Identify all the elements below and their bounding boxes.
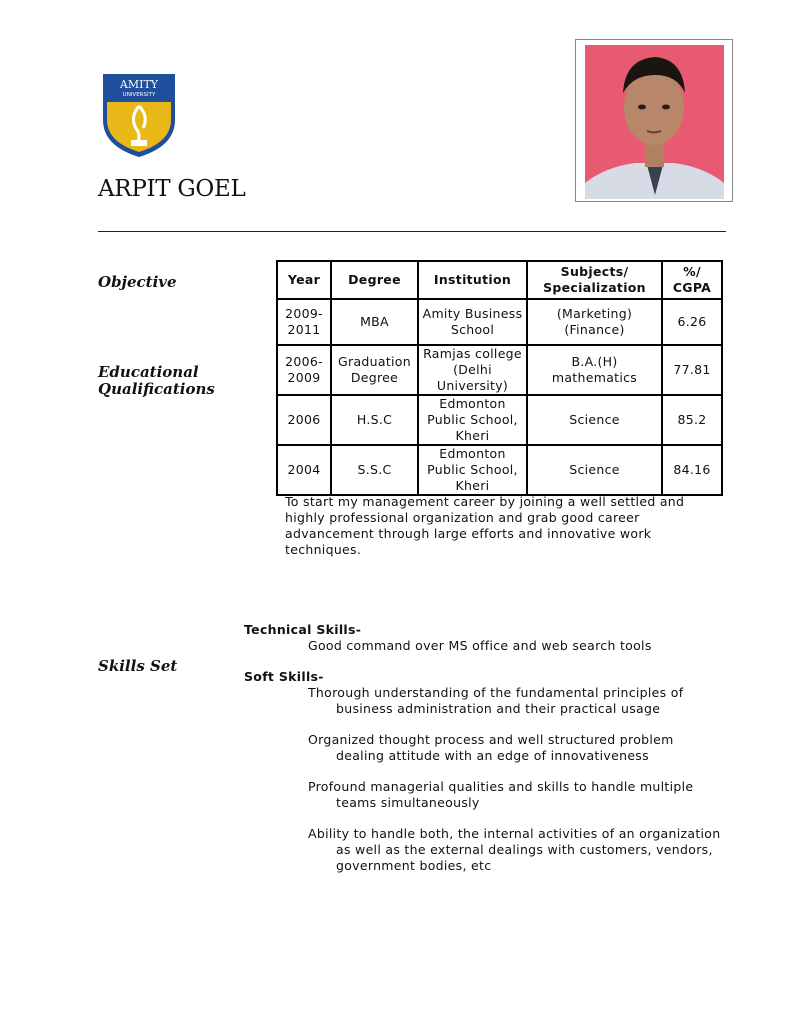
cell-institution: Edmonton Public School, Kheri	[418, 445, 527, 495]
header-score: %/ CGPA	[662, 261, 722, 299]
technical-skill-item: Good command over MS office and web search tools	[308, 638, 652, 653]
cell-degree: Graduation Degree	[331, 345, 418, 395]
cell-institution: Edmonton Public School, Kheri	[418, 395, 527, 445]
profile-photo	[585, 45, 724, 199]
candidate-name: ARPIT GOEL	[98, 176, 246, 202]
cell-year: 2004	[277, 445, 331, 495]
soft-skills-title: Soft Skills-	[244, 669, 324, 684]
soft-skill-item: Thorough understanding of the fundamental principles of business administration and their practical usage	[308, 685, 684, 716]
amity-logo	[101, 72, 177, 158]
cell-subjects: (Marketing) (Finance)	[527, 299, 662, 345]
cell-score: 77.81	[662, 345, 722, 395]
section-heading-education: Educational Qualifications	[98, 363, 215, 398]
cell-degree: S.S.C	[331, 445, 418, 495]
skills-block	[244, 622, 724, 889]
soft-skill-item: Profound managerial qualities and skills to handle multiple teams simultaneously	[308, 779, 694, 810]
logo-line1: AMITY	[119, 78, 159, 91]
section-heading-skills: Skills Set	[98, 657, 178, 675]
soft-skill-item: Ability to handle both, the internal activities of an organization as well as the external dealings with customers, vendors, government bodies, etc	[308, 826, 721, 873]
table-header-row	[277, 261, 722, 299]
header-year: Year	[277, 261, 331, 299]
cell-year: 2006	[277, 395, 331, 445]
cell-year: 2006-2009	[277, 345, 331, 395]
education-table	[276, 260, 723, 496]
table-row	[277, 395, 722, 445]
header-divider	[98, 231, 726, 232]
cell-score: 6.26	[662, 299, 722, 345]
table-row	[277, 445, 722, 495]
header-degree: Degree	[331, 261, 418, 299]
logo-line2: UNIVERSITY	[122, 92, 156, 98]
cell-degree: MBA	[331, 299, 418, 345]
cell-year: 2009-2011	[277, 299, 331, 345]
cell-subjects: B.A.(H) mathematics	[527, 345, 662, 395]
cell-institution: Amity Business School	[418, 299, 527, 345]
header-institution: Institution	[418, 261, 527, 299]
header-subjects: Subjects/ Specialization	[527, 261, 662, 299]
cell-degree: H.S.C	[331, 395, 418, 445]
profile-photo-frame	[575, 39, 733, 202]
technical-skills-title: Technical Skills-	[244, 622, 362, 637]
amity-shield-icon	[101, 72, 177, 158]
table-row	[277, 345, 722, 395]
soft-skill-item: Organized thought process and well structured problem dealing attitude with an edge of innovativeness	[308, 732, 674, 763]
cell-subjects: Science	[527, 395, 662, 445]
section-heading-objective: Objective	[98, 273, 177, 291]
cell-score: 85.2	[662, 395, 722, 445]
cell-institution: Ramjas college (Delhi University)	[418, 345, 527, 395]
objective-text: To start my management career by joining a well settled and highly professional organization and grab good career advancement through large efforts and innovative work techniques.	[285, 494, 685, 557]
cell-score: 84.16	[662, 445, 722, 495]
cell-subjects: Science	[527, 445, 662, 495]
table-row	[277, 299, 722, 345]
